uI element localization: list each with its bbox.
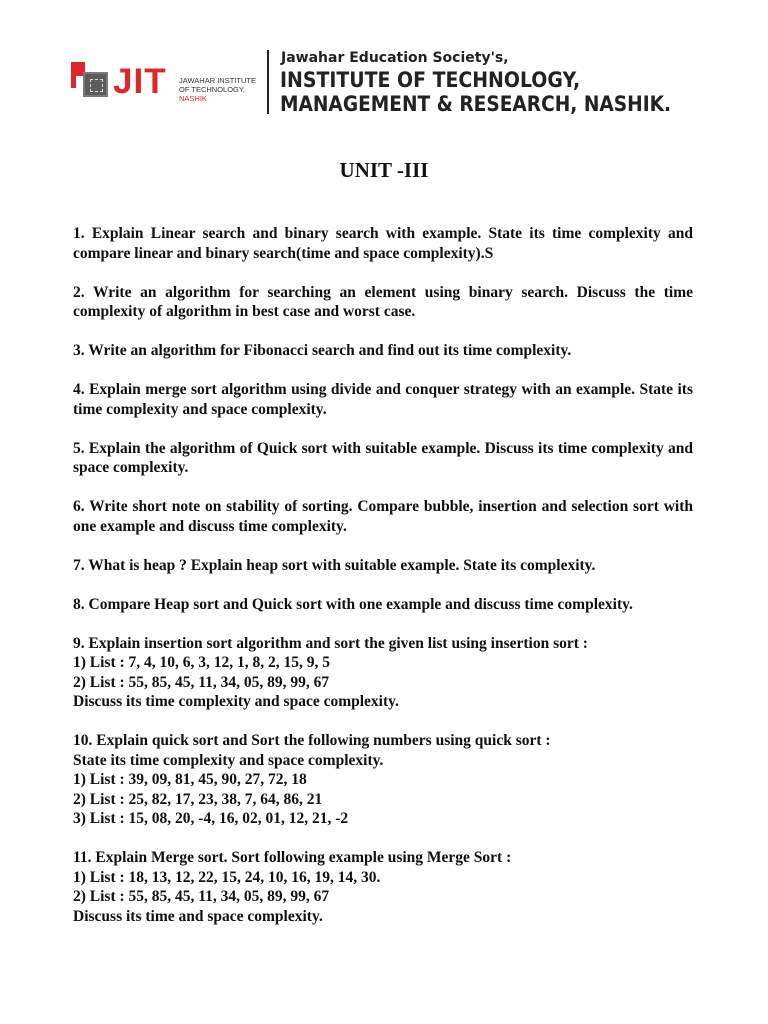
question-10-line: 1) List : 39, 09, 81, 45, 90, 27, 72, 18	[73, 771, 307, 788]
logo-subtitle-line1: JAWAHAR INSTITUTE	[179, 76, 256, 85]
logo-bracket-left	[71, 62, 76, 88]
question-11-line: Discuss its time and space complexity.	[73, 907, 323, 925]
question-2: 2. Write an algorithm for searching an element using binary search. Discuss the time complexity of algorithm in best case and worst case.	[73, 283, 693, 320]
logo-subtitle-line2-b: NASHIK	[179, 94, 207, 103]
institute-name-line2: MANAGEMENT & RESEARCH, NASHIK.	[280, 92, 672, 116]
question-9-line: 9. Explain insertion sort algorithm and sort the given list using insertion sort :	[73, 634, 588, 652]
question-11	[73, 848, 693, 926]
logo-subtitle	[179, 76, 261, 103]
question-9-line: 2) List : 55, 85, 45, 11, 34, 05, 89, 99, 67	[73, 673, 330, 691]
question-3: 3. Write an algorithm for Fibonacci search and find out its time complexity.	[73, 342, 572, 359]
institute-name-line1: INSTITUTE OF TECHNOLOGY,	[280, 68, 581, 92]
society-name: Jawahar Education Society's,	[281, 50, 509, 66]
logo-emblem-icon	[83, 72, 108, 97]
question-11-line: 1) List : 18, 13, 12, 22, 15, 24, 10, 16, 19, 14, 30.	[73, 868, 381, 886]
logo-wordmark: JIT	[113, 62, 167, 101]
question-9-line: Discuss its time complexity and space complexity.	[73, 693, 399, 710]
question-5: 5. Explain the algorithm of Quick sort with suitable example. Discuss its time complexity and space complexity.	[73, 439, 693, 476]
question-10-line: 2) List : 25, 82, 17, 23, 38, 7, 64, 86, 21	[73, 790, 323, 808]
letterhead	[0, 0, 768, 130]
question-10-line: 3) List : 15, 08, 20, -4, 16, 02, 01, 12, 21, -2	[73, 810, 349, 827]
question-10-line: State its time complexity and space complexity.	[73, 751, 384, 769]
question-11-line: 2) List : 55, 85, 45, 11, 34, 05, 89, 99, 67	[73, 888, 330, 905]
logo-subtitle-line2-a: OF TECHNOLOGY,	[179, 85, 245, 94]
header-divider	[267, 50, 269, 114]
question-list	[73, 224, 693, 946]
question-7: 7. What is heap ? Explain heap sort with suitable example. State its complexity.	[73, 556, 596, 574]
unit-title: UNIT -III	[339, 158, 429, 182]
question-9-line: 1) List : 7, 4, 10, 6, 3, 12, 1, 8, 2, 15, 9, 5	[73, 654, 331, 671]
question-8: 8. Compare Heap sort and Quick sort with one example and discuss time complexity.	[73, 595, 633, 613]
question-6: 6. Write short note on stability of sorting. Compare bubble, insertion and selection sort with one example and discuss time complexity.	[73, 498, 693, 535]
jit-logo	[71, 62, 261, 102]
question-11-line: 11. Explain Merge sort. Sort following example using Merge Sort :	[73, 849, 512, 866]
question-4: 4. Explain merge sort algorithm using divide and conquer strategy with an example. State its time complexity and space complexity.	[73, 381, 693, 418]
question-9	[73, 634, 693, 712]
question-1: 1. Explain Linear search and binary search with example. State its time complexity and compare linear and binary search(time and space complexity).S	[73, 225, 693, 262]
logo-subtitle-line2	[179, 85, 261, 103]
question-10-line: 10. Explain quick sort and Sort the following numbers using quick sort :	[73, 732, 551, 749]
question-10	[73, 731, 693, 829]
